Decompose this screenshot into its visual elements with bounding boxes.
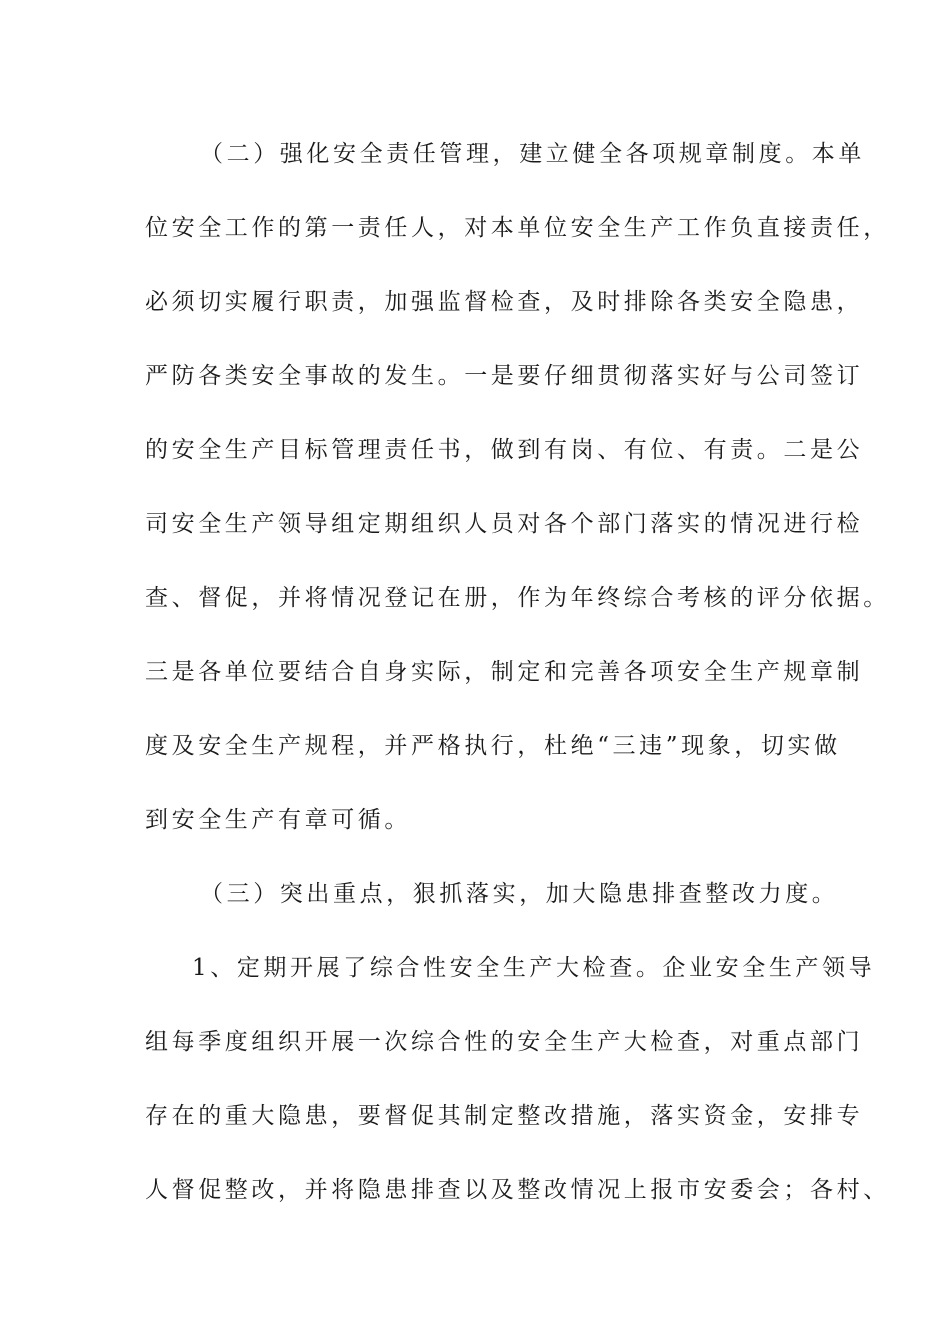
paragraph-line: （二）强化安全责任管理，建立健全各项规章制度。本单 <box>200 141 865 167</box>
paragraph-line: 必须切实履行职责，加强监督检查，及时排除各类安全隐患， <box>145 289 864 315</box>
paragraph-line: 位安全工作的第一责任人，对本单位安全生产工作负直接责任， <box>145 215 890 241</box>
paragraph-line: 三是各单位要结合自身实际，制定和完善各项安全生产规章制 <box>145 659 864 685</box>
paragraph-line: 严防各类安全事故的发生。一是要仔细贯彻落实好与公司签订 <box>145 363 864 389</box>
paragraph-line: 到安全生产有章可循。 <box>145 807 411 833</box>
paragraph-line: 存在的重大隐患，要督促其制定整改措施，落实资金，安排专 <box>145 1103 864 1129</box>
paragraph-line: 1、定期开展了综合性安全生产大检查。企业安全生产领导 <box>192 955 876 981</box>
section-heading: （三）突出重点，狠抓落实，加大隐患排查整改力度。 <box>200 881 839 907</box>
paragraph-line: 查、督促，并将情况登记在册，作为年终综合考核的评分依据。 <box>145 585 890 611</box>
paragraph-line: 人督促整改，并将隐患排查以及整改情况上报市安委会；各村、 <box>145 1177 890 1203</box>
paragraph-line: 的安全生产目标管理责任书，做到有岗、有位、有责。二是公 <box>145 437 864 463</box>
paragraph-line: 度及安全生产规程，并严格执行，杜绝“三违”现象，切实做 <box>145 733 841 759</box>
paragraph-line: 组每季度组织开展一次综合性的安全生产大检查，对重点部门 <box>145 1029 864 1055</box>
paragraph-line: 司安全生产领导组定期组织人员对各个部门落实的情况进行检 <box>145 511 864 537</box>
